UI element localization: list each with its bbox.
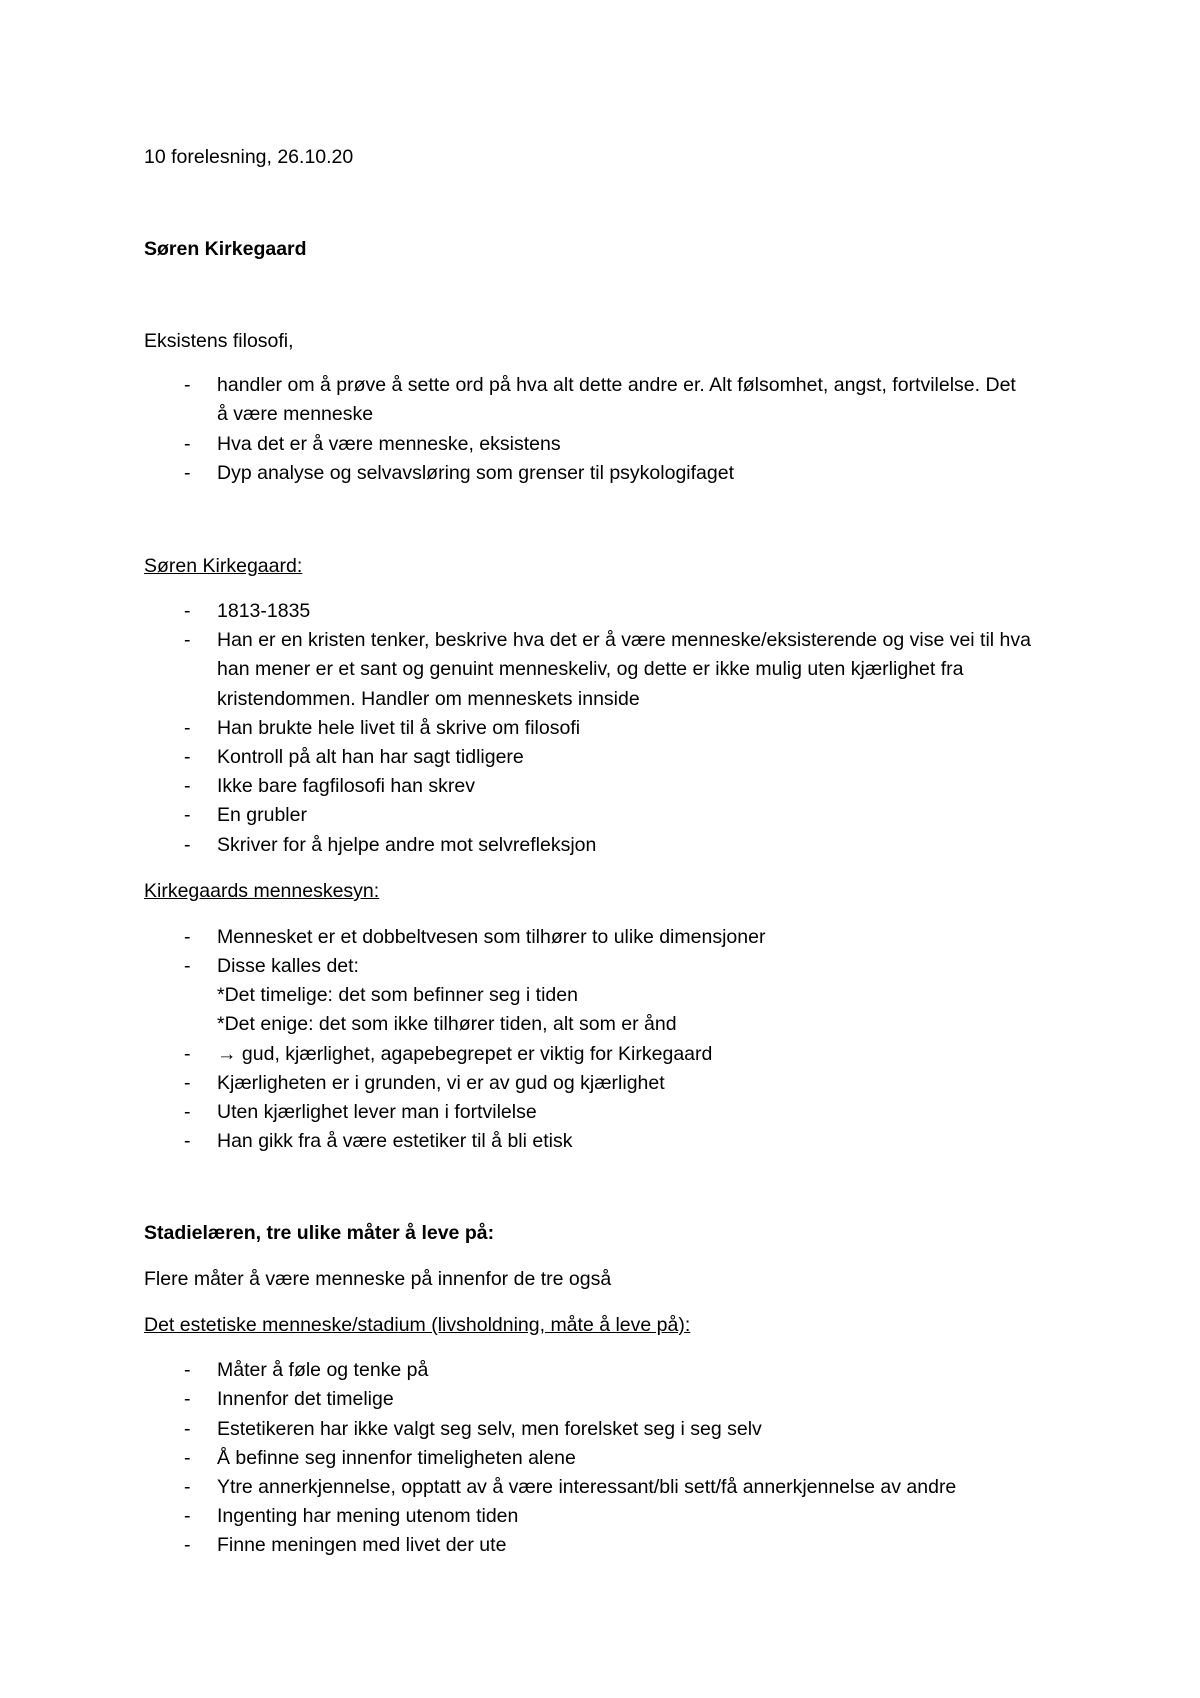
bullet-dash: - [184, 1101, 191, 1123]
bullet-dash: - [184, 433, 191, 455]
list-item-continuation: han mener er et sant og genuint menneskeliv, og dette er ikke mulig uten kjærlighet fra [217, 658, 964, 680]
list-item-text: Ytre annerkjennelse, opptatt av å være interessant/bli sett/få annerkjennelse av andre [217, 1476, 957, 1498]
bullet-dash: - [184, 926, 191, 948]
bullet-dash: - [184, 834, 191, 856]
bullet-dash: - [184, 1130, 191, 1152]
bullet-dash: - [184, 462, 191, 484]
bullet-dash: - [184, 629, 191, 651]
list-item-text: Uten kjærlighet lever man i fortvilelse [217, 1101, 537, 1123]
bullet-dash: - [184, 775, 191, 797]
list-item-text: → gud, kjærlighet, agapebegrepet er viktig for Kirkegaard [217, 1043, 713, 1065]
section-heading-eksistens: Eksistens filosofi, [144, 330, 294, 352]
list-item-text: Å befinne seg innenfor timeligheten alene [217, 1447, 576, 1469]
list-item-text: Finne meningen med livet der ute [217, 1534, 507, 1556]
list-item-text: handler om å prøve å sette ord på hva alt dette andre er. Alt følsomhet, angst, fortvilelse. Det [217, 374, 1016, 396]
list-item-text: Innenfor det timelige [217, 1388, 394, 1410]
subheading-estetiske: Det estetiske menneske/stadium (livsholdning, måte å leve på): [144, 1314, 691, 1336]
list-item-text: Han gikk fra å være estetiker til å bli etisk [217, 1130, 573, 1152]
bullet-dash: - [184, 374, 191, 396]
list-item-text: En grubler [217, 804, 307, 826]
bullet-dash: - [184, 717, 191, 739]
bullet-dash: - [184, 1505, 191, 1527]
list-item-text: Han brukte hele livet til å skrive om filosofi [217, 717, 581, 739]
section-intro: Flere måter å være menneske på innenfor de tre også [144, 1268, 612, 1290]
bullet-dash: - [184, 1388, 191, 1410]
list-item-text: Ikke bare fagfilosofi han skrev [217, 775, 475, 797]
list-item-continuation: kristendommen. Handler om menneskets innside [217, 688, 640, 710]
bullet-dash: - [184, 746, 191, 768]
list-item-continuation: *Det enige: det som ikke tilhører tiden, alt som er ånd [217, 1013, 677, 1035]
list-item-text: Skriver for å hjelpe andre mot selvrefleksjon [217, 834, 597, 856]
list-item-text: Kjærligheten er i grunden, vi er av gud og kjærlighet [217, 1072, 665, 1094]
bullet-dash: - [184, 804, 191, 826]
bullet-dash: - [184, 600, 191, 622]
section-heading-menneskesyn: Kirkegaards menneskesyn: [144, 880, 380, 902]
section-heading-stadielaeren: Stadielæren, tre ulike måter å leve på: [144, 1222, 495, 1244]
bullet-dash: - [184, 1072, 191, 1094]
list-item-text: Dyp analyse og selvavsløring som grenser til psykologifaget [217, 462, 734, 484]
bullet-dash: - [184, 1043, 191, 1065]
list-item-text: Estetikeren har ikke valgt seg selv, men forelsket seg i seg selv [217, 1418, 762, 1440]
date-line: 10 forelesning, 26.10.20 [144, 146, 354, 168]
list-item-text: Måter å føle og tenke på [217, 1359, 429, 1381]
list-item-text: Hva det er å være menneske, eksistens [217, 433, 561, 455]
bullet-dash: - [184, 1418, 191, 1440]
list-item-text: Disse kalles det: [217, 955, 359, 977]
document-title: Søren Kirkegaard [144, 238, 307, 260]
list-item-text: 1813-1835 [217, 600, 311, 622]
list-item-text: Kontroll på alt han har sagt tidligere [217, 746, 524, 768]
bullet-dash: - [184, 1359, 191, 1381]
list-item-continuation: *Det timelige: det som befinner seg i tiden [217, 984, 578, 1006]
list-item-text: Ingenting har mening utenom tiden [217, 1505, 519, 1527]
list-item-continuation: å være menneske [217, 403, 374, 425]
bullet-dash: - [184, 1534, 191, 1556]
section-heading-kirkegaard: Søren Kirkegaard: [144, 555, 303, 577]
bullet-dash: - [184, 1447, 191, 1469]
bullet-dash: - [184, 1476, 191, 1498]
list-item-text: Han er en kristen tenker, beskrive hva det er å være menneske/eksisterende og vise vei til hva [217, 629, 1031, 651]
list-item-text: Mennesket er et dobbeltvesen som tilhører to ulike dimensjoner [217, 926, 766, 948]
bullet-dash: - [184, 955, 191, 977]
